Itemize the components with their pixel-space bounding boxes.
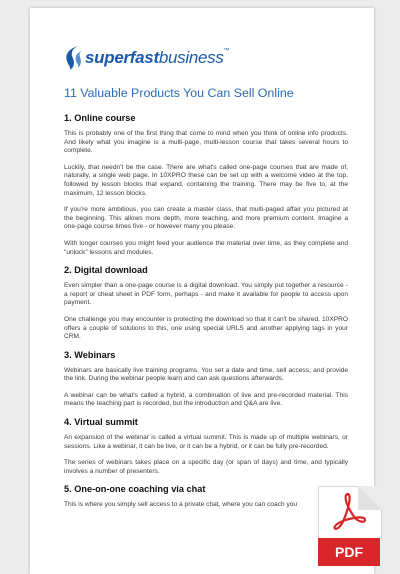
paragraph: With longer courses you might feed your audience the material over time, as they complete and "unlock" lessons and modules.: [64, 239, 348, 256]
section-heading: 4. Virtual summit: [64, 417, 138, 428]
superfastbusiness-logo: [62, 44, 229, 72]
paragraph: Webinars are basically live training programs. You set a date and time, sell access, and provide the link. During the webinar people learn and can ask questions afterwards.: [64, 366, 348, 383]
paragraph: An expansion of the webinar is called a virtual summit. This is made up of multiple webinars, or sessions. Like a webinar, it can be live, or it can be a hybrid, or it can be fully pre-recorded.: [64, 434, 348, 450]
section-heading: 1. Online course: [64, 113, 136, 123]
pdf-label: PDF: [318, 538, 380, 566]
paragraph: This is where you simply sell access to a private chat, where you can coach you: [64, 501, 298, 509]
section-heading: 2. Digital download: [64, 265, 148, 276]
paragraph: If you're more ambitious, you can create a master class, that multi-paged affair you pictured at the beginning. This allows more depth, more teaching, and more premium content. Imagine a one-page course times five - or however many you please.: [64, 206, 348, 231]
pdf-download-badge[interactable]: [318, 486, 380, 566]
paragraph: The series of webinars takes place on a specific day (or span of days) and time, and typically involves a number of presenters.: [64, 459, 348, 475]
logo-swoosh-icon: [62, 45, 84, 71]
paragraph: One challenge you may encounter is protecting the download so that it can't be shared. 10XPRO offers a couple of solutions to this, one using special URLS and another applying tags in your CRM.: [64, 315, 348, 341]
logo-wordmark: superfastbusiness™: [85, 48, 230, 67]
section-heading: 5. One-on-one coaching via chat: [64, 484, 206, 495]
paragraph: A webinar can be what's called a hybrid, a combination of live and pre-recorded material. This means the teaching part is recorded, but the introduction and Q&A are live.: [64, 391, 348, 408]
paragraph: Even simpler than a one-page course is a digital download. You simply put together a resource - a report or cheat sheet in PDF form, perhaps - and make it available for people to access upon payment.: [64, 282, 348, 307]
section-heading: 3. Webinars: [64, 349, 116, 360]
paragraph: This is probably one of the first thing that come to mind when you think of online info products. And likely what you imagine is a multi-page, multi-lesson course that takes several hours to complete.: [64, 130, 348, 155]
paragraph: Luckily, that needn't be the case. There are what's called one-page courses that are made of, naturally, a single web page. In 10XPRO these can be set up with a welcome video at the top, followed by lesson blocks that expand, containing the training. There may be five to, at the maximum, 12 lesson blocks.: [64, 163, 348, 197]
document-title: 11 Valuable Products You Can Sell Online: [64, 86, 294, 100]
document-body: [64, 84, 348, 518]
acrobat-pdf-icon: [328, 490, 370, 532]
